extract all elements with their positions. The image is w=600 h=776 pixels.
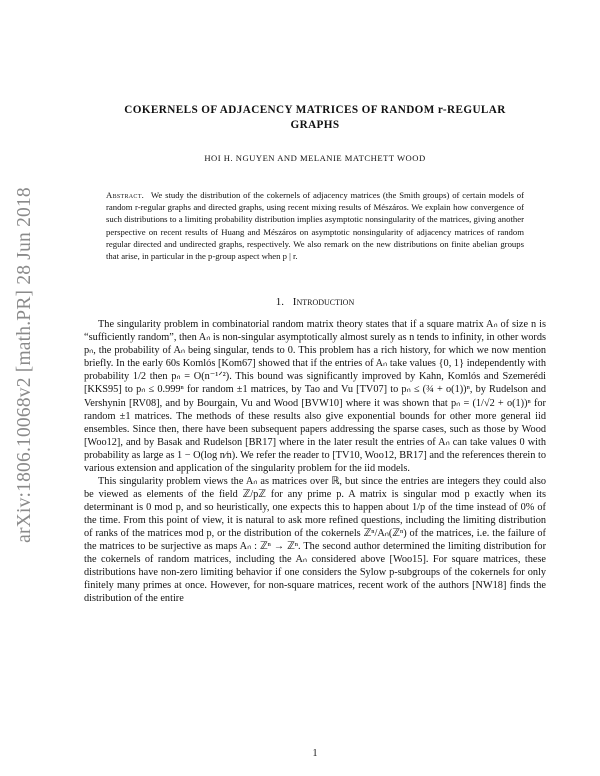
arxiv-identifier-stamp	[8, 165, 42, 565]
paper-title	[84, 103, 546, 133]
body-paragraph-2: This singularity problem views the Aₙ as matrices over ℝ, but since the entries are integers they could also be viewed as elements of the field ℤ/pℤ for any prime p. A matrix is singular mod p exactly when its determinant is 0 mod p, and so heuristically, one expects this to happen about 1/p of the time instead of 0% of the time. From this point of view, it is natural to ask more refined questions, including the limiting distribution of ranks of the matrices mod p, or the distribution of the cokernels ℤⁿ/Aₙ(ℤⁿ) of the matrices, i.e. the failure of the matrices to be surjective as maps Aₙ : ℤⁿ → ℤⁿ. The second author determined the limiting distribution for the cokernels of random matrices, including the Aₙ considered above [Woo15]. For square matrices, these distributions have non-zero limiting behavior if one considers the Sylow p-subgroups of the cokernels for only finitely many primes at once. However, for non-square matrices, recent work of the authors [NW18] finds the distribution of the entire	[84, 475, 546, 605]
paper-page	[84, 0, 546, 605]
abstract-text: We study the distribution of the cokernels of adjacency matrices (the Smith groups) of certain models of random r-regular graphs and directed graphs, using recent mixing results of Mészáros. We explain how convergence of such distributions to a limiting probability distribution implies asymptotic nonsingularity of the matrices, giving another perspective on recent results of Huang and Mészáros on asymptotic nonsingularity of adjacency matrices of random regular directed and undirected graphs, respectively. We also remark on the new distributions on finite abelian groups that arise, in particular in the p-group aspect when p | r.	[106, 190, 524, 262]
title-line-2: GRAPHS	[290, 119, 340, 131]
section-number: 1.	[275, 296, 285, 309]
page-number: 1	[312, 748, 318, 759]
section-title: Introduction	[292, 296, 355, 309]
title-line-1: COKERNELS OF ADJACENCY MATRICES OF RANDOM r-REGULAR	[124, 104, 506, 116]
abstract	[106, 189, 524, 262]
abstract-label: Abstract.	[106, 190, 145, 200]
paper-authors: HOI H. NGUYEN AND MELANIE MATCHETT WOOD	[204, 153, 426, 163]
section-heading	[84, 296, 546, 308]
section-body	[84, 318, 546, 605]
body-paragraph-1: The singularity problem in combinatorial random matrix theory states that if a square matrix Aₙ of size n is “sufficiently random”, then Aₙ is non-singular asymptotically almost surely as n tends to infinity, in other words pₙ, the probability of Aₙ being singular, tends to 0. This problem has a rich history, for which we now mention briefly. In the early 60s Komlós [Kom67] showed that if the entries of Aₙ take values {0, 1} independently with probability 1/2 then pₙ = O(n⁻¹ᐟ²). This bound was significantly improved by Kahn, Komlós and Szemerédi [KKS95] to pₙ ≤ 0.999ⁿ for random ±1 matrices, by Tao and Vu [TV07] to pₙ ≤ (¾ + o(1))ⁿ, by Rudelson and Vershynin [RV08], and by Bourgain, Vu and Wood [BVW10] where it was shown that pₙ = (1/√2 + o(1))ⁿ for random ±1 matrices. The methods of these results also give exponential bounds for other more general iid ensembles. Since then, there have been subsequent papers addressing the sparse cases, such as those by Wood [Woo12], and by Basak and Rudelson [BR17] where in the later result the entries of Aₙ can take values 0 with probability as large as 1 − O(log n⁄n). We refer the reader to [TV10, Woo12, BR17] and the references therein to various extension and application of the singularity problem for the iid models.	[84, 319, 546, 474]
arxiv-identifier-text: arXiv:1806.10068v2 [math.PR] 28 Jun 2018	[14, 187, 35, 543]
